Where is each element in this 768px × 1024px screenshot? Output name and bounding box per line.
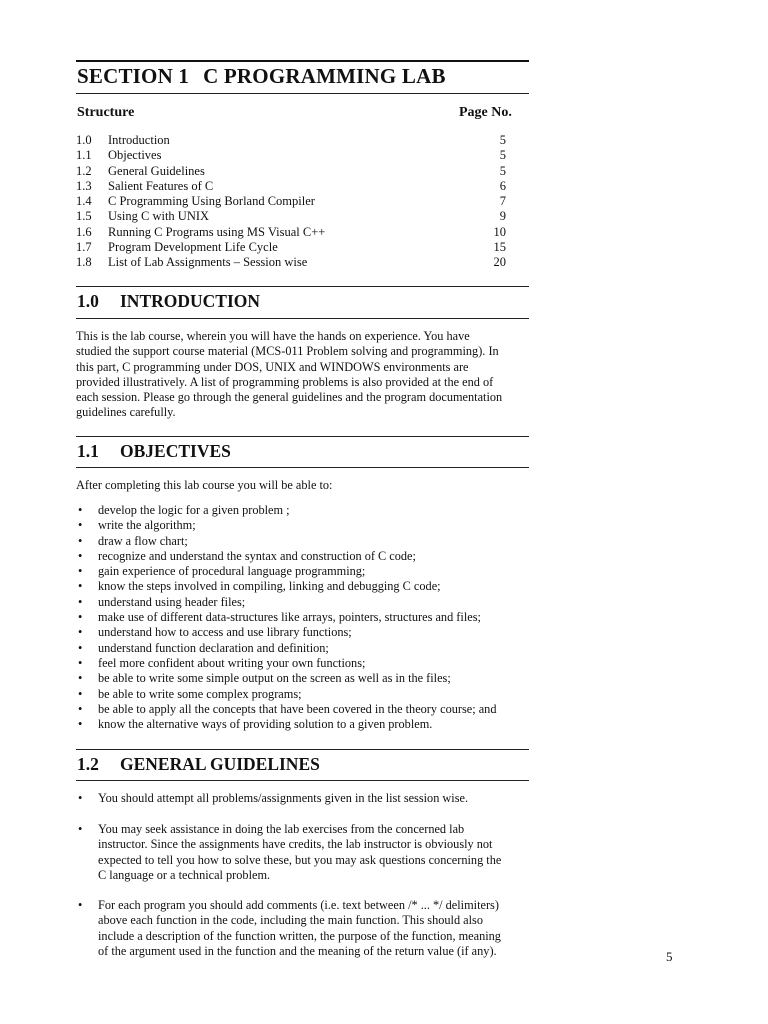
toc-title: Program Development Life Cycle [108,240,278,255]
toc-item [76,164,506,179]
text-line: each session. Please go through the general guidelines and the program documentation [76,390,503,405]
section-title [77,64,446,89]
toc-page: 15 [493,240,506,255]
text-line: C language or a technical problem. [98,867,271,882]
bullet-icon: • [78,671,83,686]
list-item [76,717,531,732]
toc-page: 10 [493,224,506,239]
bullet-icon: • [78,717,83,732]
structure-label: Structure [77,105,135,120]
text-line: This is the lab course, wherein you will have the hands on experience. You have [76,329,470,343]
bullet-icon: • [78,625,83,640]
list-item [76,822,526,883]
toc-item [76,225,506,240]
objectives-intro: After completing this lab course you will be able to: [76,478,333,492]
bullet-icon: • [78,548,83,563]
toc-page: 20 [493,255,506,270]
introduction-heading-text: INTRODUCTION [120,291,261,311]
list-item [76,625,531,640]
list-item [76,549,531,564]
text-line: of the argument used in the function and the meaning of the return value (if any). [98,943,497,958]
guidelines-number: 1.2 [77,754,99,774]
text-line: For each program you should add comments (i.e. text between /* ... */ delimiters) [98,898,499,912]
toc-number: 1.5 [76,209,92,224]
list-item [76,671,531,686]
list-item-text: write the algorithm; [98,518,196,533]
section-number: SECTION 1 [77,64,190,88]
list-item-text: gain experience of procedural language programming; [98,564,366,579]
section-title-text: C PROGRAMMING LAB [203,64,446,88]
toc-page: 6 [499,178,506,193]
toc-title: C Programming Using Borland Compiler [108,194,315,209]
list-item-text: know the steps involved in compiling, linking and debugging C code; [98,579,441,594]
title-rule [76,93,529,94]
list-item-text: be able to write some complex programs; [98,686,302,701]
list-item [76,534,531,549]
bullet-icon: • [78,898,83,912]
top-rule [76,60,529,62]
toc-item [76,194,506,209]
list-item [76,791,526,806]
table-of-contents [76,133,506,271]
section-rule [76,749,529,750]
list-item [76,656,531,671]
text-line: this part, C programming under DOS, UNIX and WINDOWS environments are [76,359,469,374]
toc-title: Running C Programs using MS Visual C++ [108,224,326,239]
text-line: provided illustratively. A list of programming problems is also provided at the end of [76,374,494,389]
toc-number: 1.2 [76,163,92,178]
toc-item [76,255,506,270]
toc-item [76,133,506,148]
toc-number: 1.1 [76,148,92,163]
list-item-text: be able to write some simple output on the screen as well as in the files; [98,671,451,686]
bullet-icon: • [78,791,83,805]
toc-page: 5 [499,133,506,147]
toc-title: List of Lab Assignments – Session wise [108,255,308,270]
list-item-text: develop the logic for a given problem ; [98,503,290,517]
bullet-icon: • [78,579,83,594]
text-line: above each function in the code, including the main function. This should also [98,913,483,928]
bullet-icon: • [78,564,83,579]
list-item-text: recognize and understand the syntax and construction of C code; [98,548,416,563]
list-item-text: understand using header files; [98,594,246,609]
introduction-heading [77,291,260,312]
toc-number: 1.6 [76,224,92,239]
bullet-icon: • [78,640,83,655]
list-item-text: be able to apply all the concepts that have been covered in the theory course; and [98,701,497,716]
toc-page: 5 [499,163,506,178]
text-line: expected to tell you how to solve these, but you may ask questions concerning the [98,852,502,867]
toc-number: 1.3 [76,178,92,193]
section-rule [76,780,529,781]
list-item [76,898,526,959]
toc-item [76,209,506,224]
list-item [76,641,531,656]
toc-number: 1.8 [76,255,92,270]
toc-number: 1.7 [76,240,92,255]
text-line: guidelines carefully. [76,405,176,420]
objectives-list [76,503,531,732]
toc-number: 1.4 [76,194,92,209]
list-item [76,702,531,717]
introduction-paragraph [76,329,531,421]
toc-title: Introduction [108,133,170,147]
list-item [76,595,531,610]
toc-item [76,148,506,163]
section-rule [76,286,529,287]
text-line: You may seek assistance in doing the lab exercises from the concerned lab [98,822,465,836]
toc-page: 9 [499,209,506,224]
text-line: include a description of the function written, the purpose of the function, meaning [98,928,501,943]
list-item-text: understand function declaration and definition; [98,640,329,655]
list-item-text: make use of different data-structures like arrays, pointers, structures and files; [98,610,481,625]
list-item-text: know the alternative ways of providing solution to a given problem. [98,717,433,732]
section-rule [76,318,529,319]
list-item [76,564,531,579]
introduction-number: 1.0 [77,291,99,311]
toc-title: Objectives [108,148,162,163]
toc-page: 5 [499,148,506,163]
toc-page: 7 [499,194,506,209]
text-line: instructor. Since the assignments have credits, the lab instructor is obviously not [98,837,493,852]
bullet-icon: • [78,655,83,670]
toc-title: Salient Features of C [108,178,214,193]
page-number: 5 [666,949,673,964]
objectives-heading [77,441,231,462]
list-item-text: understand how to access and use library functions; [98,625,352,640]
objectives-number: 1.1 [77,441,99,461]
section-rule [76,436,529,437]
section-rule [76,467,529,468]
list-item [76,518,531,533]
list-item [76,687,531,702]
list-item [76,579,531,594]
bullet-icon: • [78,686,83,701]
toc-number: 1.0 [76,133,92,147]
guidelines-heading-text: GENERAL GUIDELINES [120,754,320,774]
bullet-icon: • [78,822,83,836]
toc-title: General Guidelines [108,163,205,178]
guidelines-heading [77,754,320,775]
bullet-icon: • [78,533,83,548]
list-item-text: feel more confident about writing your own functions; [98,655,366,670]
bullet-icon: • [78,518,83,533]
objectives-heading-text: OBJECTIVES [120,441,231,461]
toc-item [76,240,506,255]
bullet-icon: • [78,503,83,517]
text-line: You should attempt all problems/assignments given in the list session wise. [98,791,469,805]
list-item-text: draw a flow chart; [98,533,188,548]
text-line: studied the support course material (MCS-011 Problem solving and programming). In [76,344,499,359]
toc-item [76,179,506,194]
bullet-icon: • [78,701,83,716]
page-no-label: Page No. [459,105,512,120]
toc-title: Using C with UNIX [108,209,210,224]
list-item [76,503,531,518]
bullet-icon: • [78,594,83,609]
list-item [76,610,531,625]
bullet-icon: • [78,610,83,625]
